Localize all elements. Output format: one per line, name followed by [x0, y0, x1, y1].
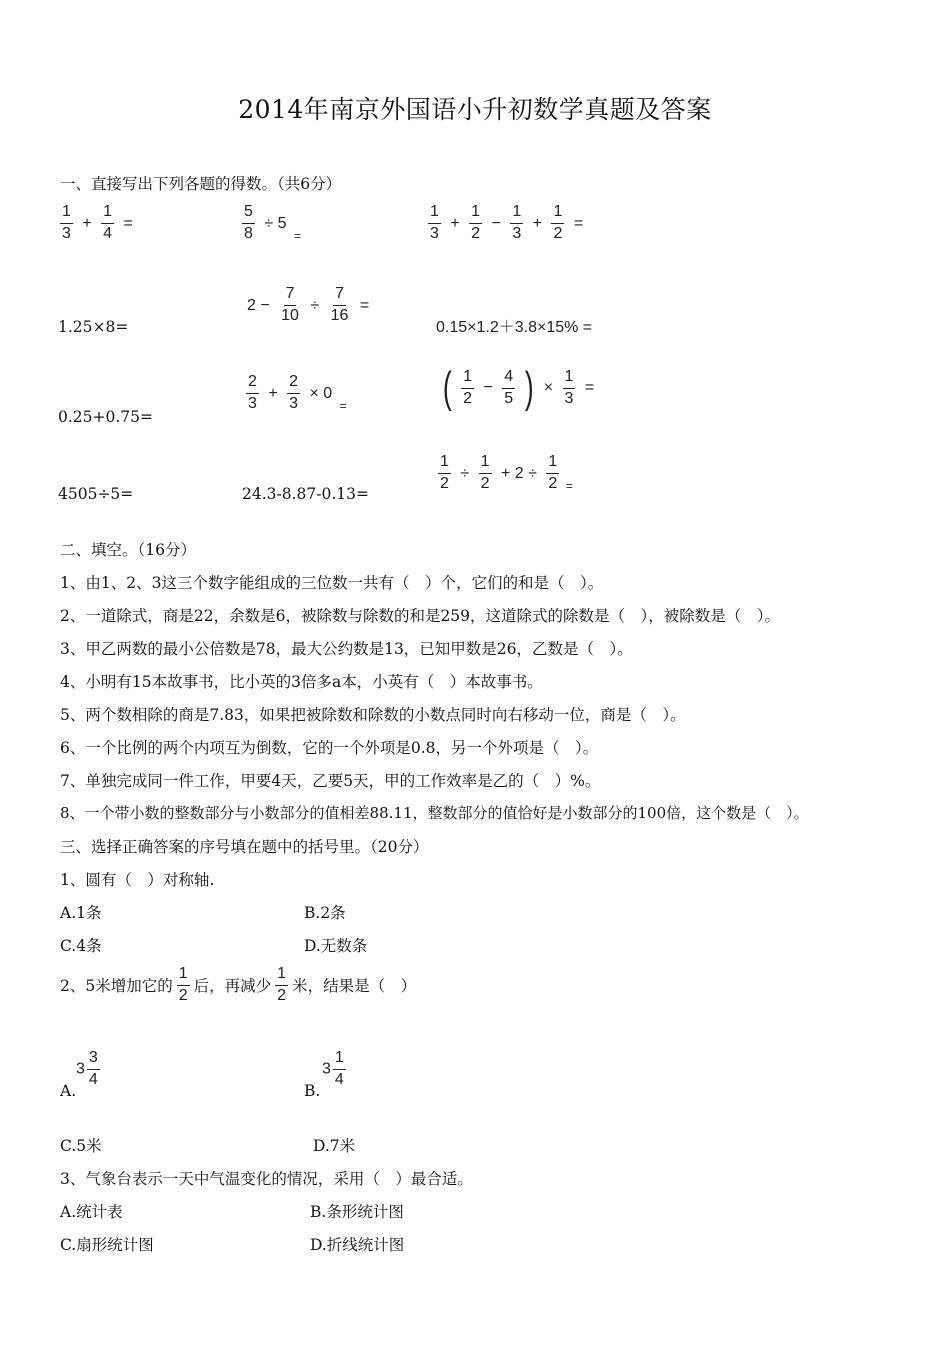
calc-q3: $\frac{1}{3}$ + $\frac{1}{2}$ − $\frac{1}{3}$ + $\frac{1}{2}$ =: [430, 203, 584, 242]
calc-q11: 24.3-8.87-0.13=: [242, 485, 369, 503]
calc-q7: 0.25+0.75=: [58, 408, 153, 426]
fill-item-2: 2、一道除式，商是22，余数是6，被除数与除数的和是259，这道除式的除数是（ ），被除数是（ ）。: [60, 607, 781, 625]
calc-q8: $\frac{2}{3}$ + $\frac{2}{3}$ × 0 $_=$: [248, 373, 347, 413]
choice-q2-option-a-value: 3 $\frac{3}{4}$: [76, 1049, 98, 1088]
choice-q2-option-b-label: B.: [304, 1082, 321, 1100]
choice-q1-option-d: D.无数条: [304, 937, 368, 955]
calc-q10: 4505÷5=: [58, 485, 134, 503]
choice-q3-option-c: C.扇形统计图: [60, 1236, 154, 1254]
choice-q2-stem: 2、5米增加它的 $\frac{1}{2}$ 后，再减少 $\frac{1}{2}$ 米，结果是（ ）: [60, 965, 417, 1004]
choice-q3-stem: 3、气象台表示一天中气温变化的情况，采用（ ）最合适。: [60, 1170, 473, 1188]
choice-q1-option-c: C.4条: [60, 937, 102, 955]
calc-q4: 1.25×8=: [58, 318, 129, 336]
choice-q1-stem: 1、圆有（ ）对称轴.: [60, 871, 215, 889]
fill-item-7: 7、单独完成同一件工作，甲要4天，乙要5天，甲的工作效率是乙的（ ）%。: [60, 772, 601, 790]
section3-heading: 三、选择正确答案的序号填在题中的括号里。（20分）: [60, 838, 429, 856]
calc-q5: 2 − $\frac{7}{10}$ ÷ $\frac{7}{16}$ =: [247, 285, 370, 324]
calc-q2: $\frac{5}{8}$ ÷ 5 $_=$: [244, 203, 301, 243]
choice-q1-option-a: A.1条: [60, 904, 102, 922]
choice-q2-option-c: C.5米: [60, 1137, 102, 1155]
fill-item-4: 4、小明有15本故事书，比小英的3倍多a本，小英有（ ）本故事书。: [60, 673, 543, 691]
fill-item-3: 3、甲乙两数的最小公倍数是78，最大公约数是13，已知甲数是26，乙数是（ ）。: [60, 640, 633, 658]
fill-item-5: 5、两个数相除的商是7.83，如果把被除数和除数的小数点同时向右移动一位，商是（ ）。: [60, 706, 686, 724]
choice-q2-option-d: D.7米: [313, 1137, 356, 1155]
calc-q6: 0.15×1.2＋3.8×15% =: [436, 319, 593, 336]
section1-heading: 一、直接写出下列各题的得数。（共6分）: [60, 175, 342, 193]
section2-heading: 二、填空。（16分）: [60, 541, 196, 559]
choice-q2-option-a-label: A.: [60, 1082, 77, 1100]
fill-item-1: 1、由1、2、3这三个数字能组成的三位数一共有（ ）个，它们的和是（ ）。: [60, 574, 604, 592]
fill-item-6: 6、一个比例的两个内项互为倒数，它的一个外项是0.8，另一个外项是（ ）。: [60, 739, 599, 757]
choice-q2-option-b-value: 3 $\frac{1}{4}$: [322, 1049, 344, 1088]
calc-q9: ( $\frac{1}{2}$ − $\frac{4}{5}$ ) × $\frac{1}{3}$ =: [442, 363, 595, 412]
choice-q1-option-b: B.2条: [304, 904, 346, 922]
fill-item-8: 8、一个带小数的整数部分与小数部分的值相差88.11，整数部分的值恰好是小数部分的100倍，这个数是（ ）。: [60, 804, 809, 822]
choice-q3-option-a: A.统计表: [60, 1203, 123, 1221]
choice-q3-option-d: D.折线统计图: [310, 1236, 405, 1254]
choice-q3-option-b: B.条形统计图: [310, 1203, 404, 1221]
calc-q12: $\frac{1}{2}$ ÷ $\frac{1}{2}$ + 2 ÷ $\frac{1}{2}$ $_=$: [440, 453, 573, 493]
calc-q1: $\frac{1}{3}$ + $\frac{1}{4}$ =: [62, 203, 133, 242]
page-title: 2014年南京外国语小升初数学真题及答案: [238, 95, 712, 124]
